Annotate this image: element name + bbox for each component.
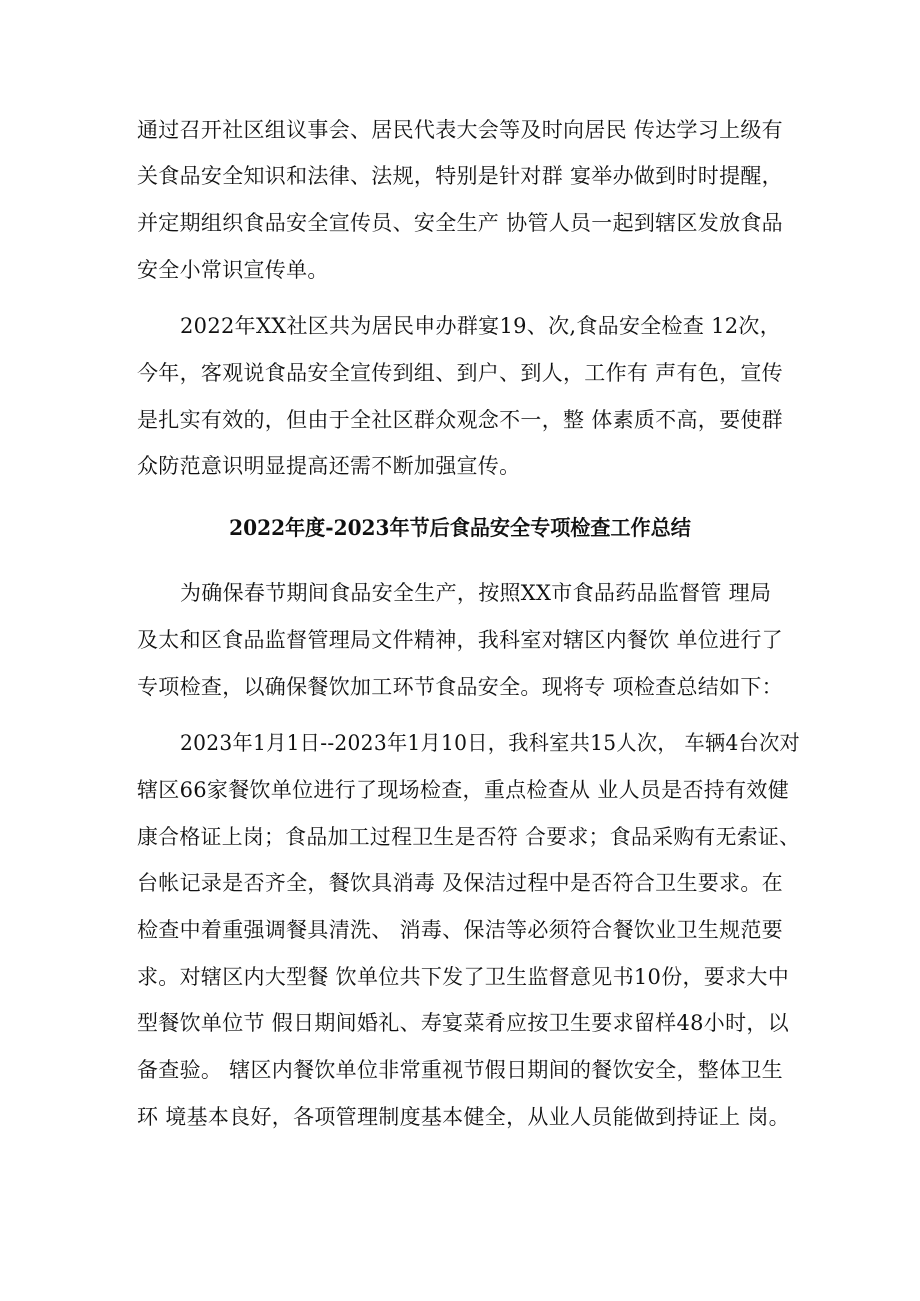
paragraph-4-line-5: 检查中着重强调餐具清洗、 消毒、保洁等必须符合餐饮业卫生规范要 [137,918,783,942]
paragraph-4-line-8: 备查验。 辖区内餐饮单位非常重视节假日期间的餐饮安全，整体卫生 [137,1058,783,1082]
paragraph-3-line-3: 专项检查，以确保餐饮加工环节食品安全。现将专 项检查总结如下： [137,675,783,699]
paragraph-4-line-4: 台帐记录是否齐全，餐饮具消毒 及保洁过程中是否符合卫生要求。在 [137,871,783,895]
paragraph-4-line-6: 求。对辖区内大型餐 饮单位共下发了卫生监督意见书10份，要求大中 [137,965,789,989]
paragraph-1-line-1: 通过召开社区组议事会、居民代表大会等及时向居民 传达学习上级有 [137,118,783,142]
paragraph-3-line-2: 及太和区食品监督管理局文件精神，我科室对辖区内餐饮 单位进行了 [137,628,783,652]
paragraph-2-line-4: 众防范意识明显提高还需不断加强宣传。 [137,454,521,478]
paragraph-4-line-7: 型餐饮单位节 假日期间婚礼、寿宴菜肴应按卫生要求留样48小时，以 [137,1011,789,1035]
paragraph-1-line-2: 关食品安全知识和法律、法规，特别是针对群 宴举办做到时时提醒， [137,164,783,188]
paragraph-4-line-2: 辖区66家餐饮单位进行了现场检查，重点检查从 业人员是否持有效健 [137,778,789,802]
paragraph-2-line-2: 今年，客观说食品安全宣传到组、到户、到人，工作有 声有色，宣传 [137,361,783,385]
paragraph-3-line-1: 为确保春节期间食品安全生产，按照XX市食品药品监督管 理局 [180,581,772,605]
paragraph-1-line-4: 安全小常识宣传单。 [137,258,329,282]
paragraph-4-line-3: 康合格证上岗；食品加工过程卫生是否符 合要求；食品采购有无索证、 [137,825,801,849]
paragraph-2-line-3: 是扎实有效的，但由于全社区群众观念不一，整 体素质不高，要使群 [137,408,783,432]
paragraph-4-line-1: 2023年1月1日--2023年1月10日，我科室共15人次， 车辆4台次对 [180,731,801,755]
paragraph-2-line-1: 2022年XX社区共为居民申办群宴19、次,食品安全检查 12次， [180,314,782,338]
section-heading: 2022年度-2023年节后食品安全专项检查工作总结 [229,515,691,540]
paragraph-1-line-3: 并定期组织食品安全宣传员、安全生产 协管人员一起到辖区发放食品 [137,211,783,235]
paragraph-4-line-9: 环 境基本良好，各项管理制度基本健全，从业人员能做到持证上 岗。 [137,1105,790,1129]
